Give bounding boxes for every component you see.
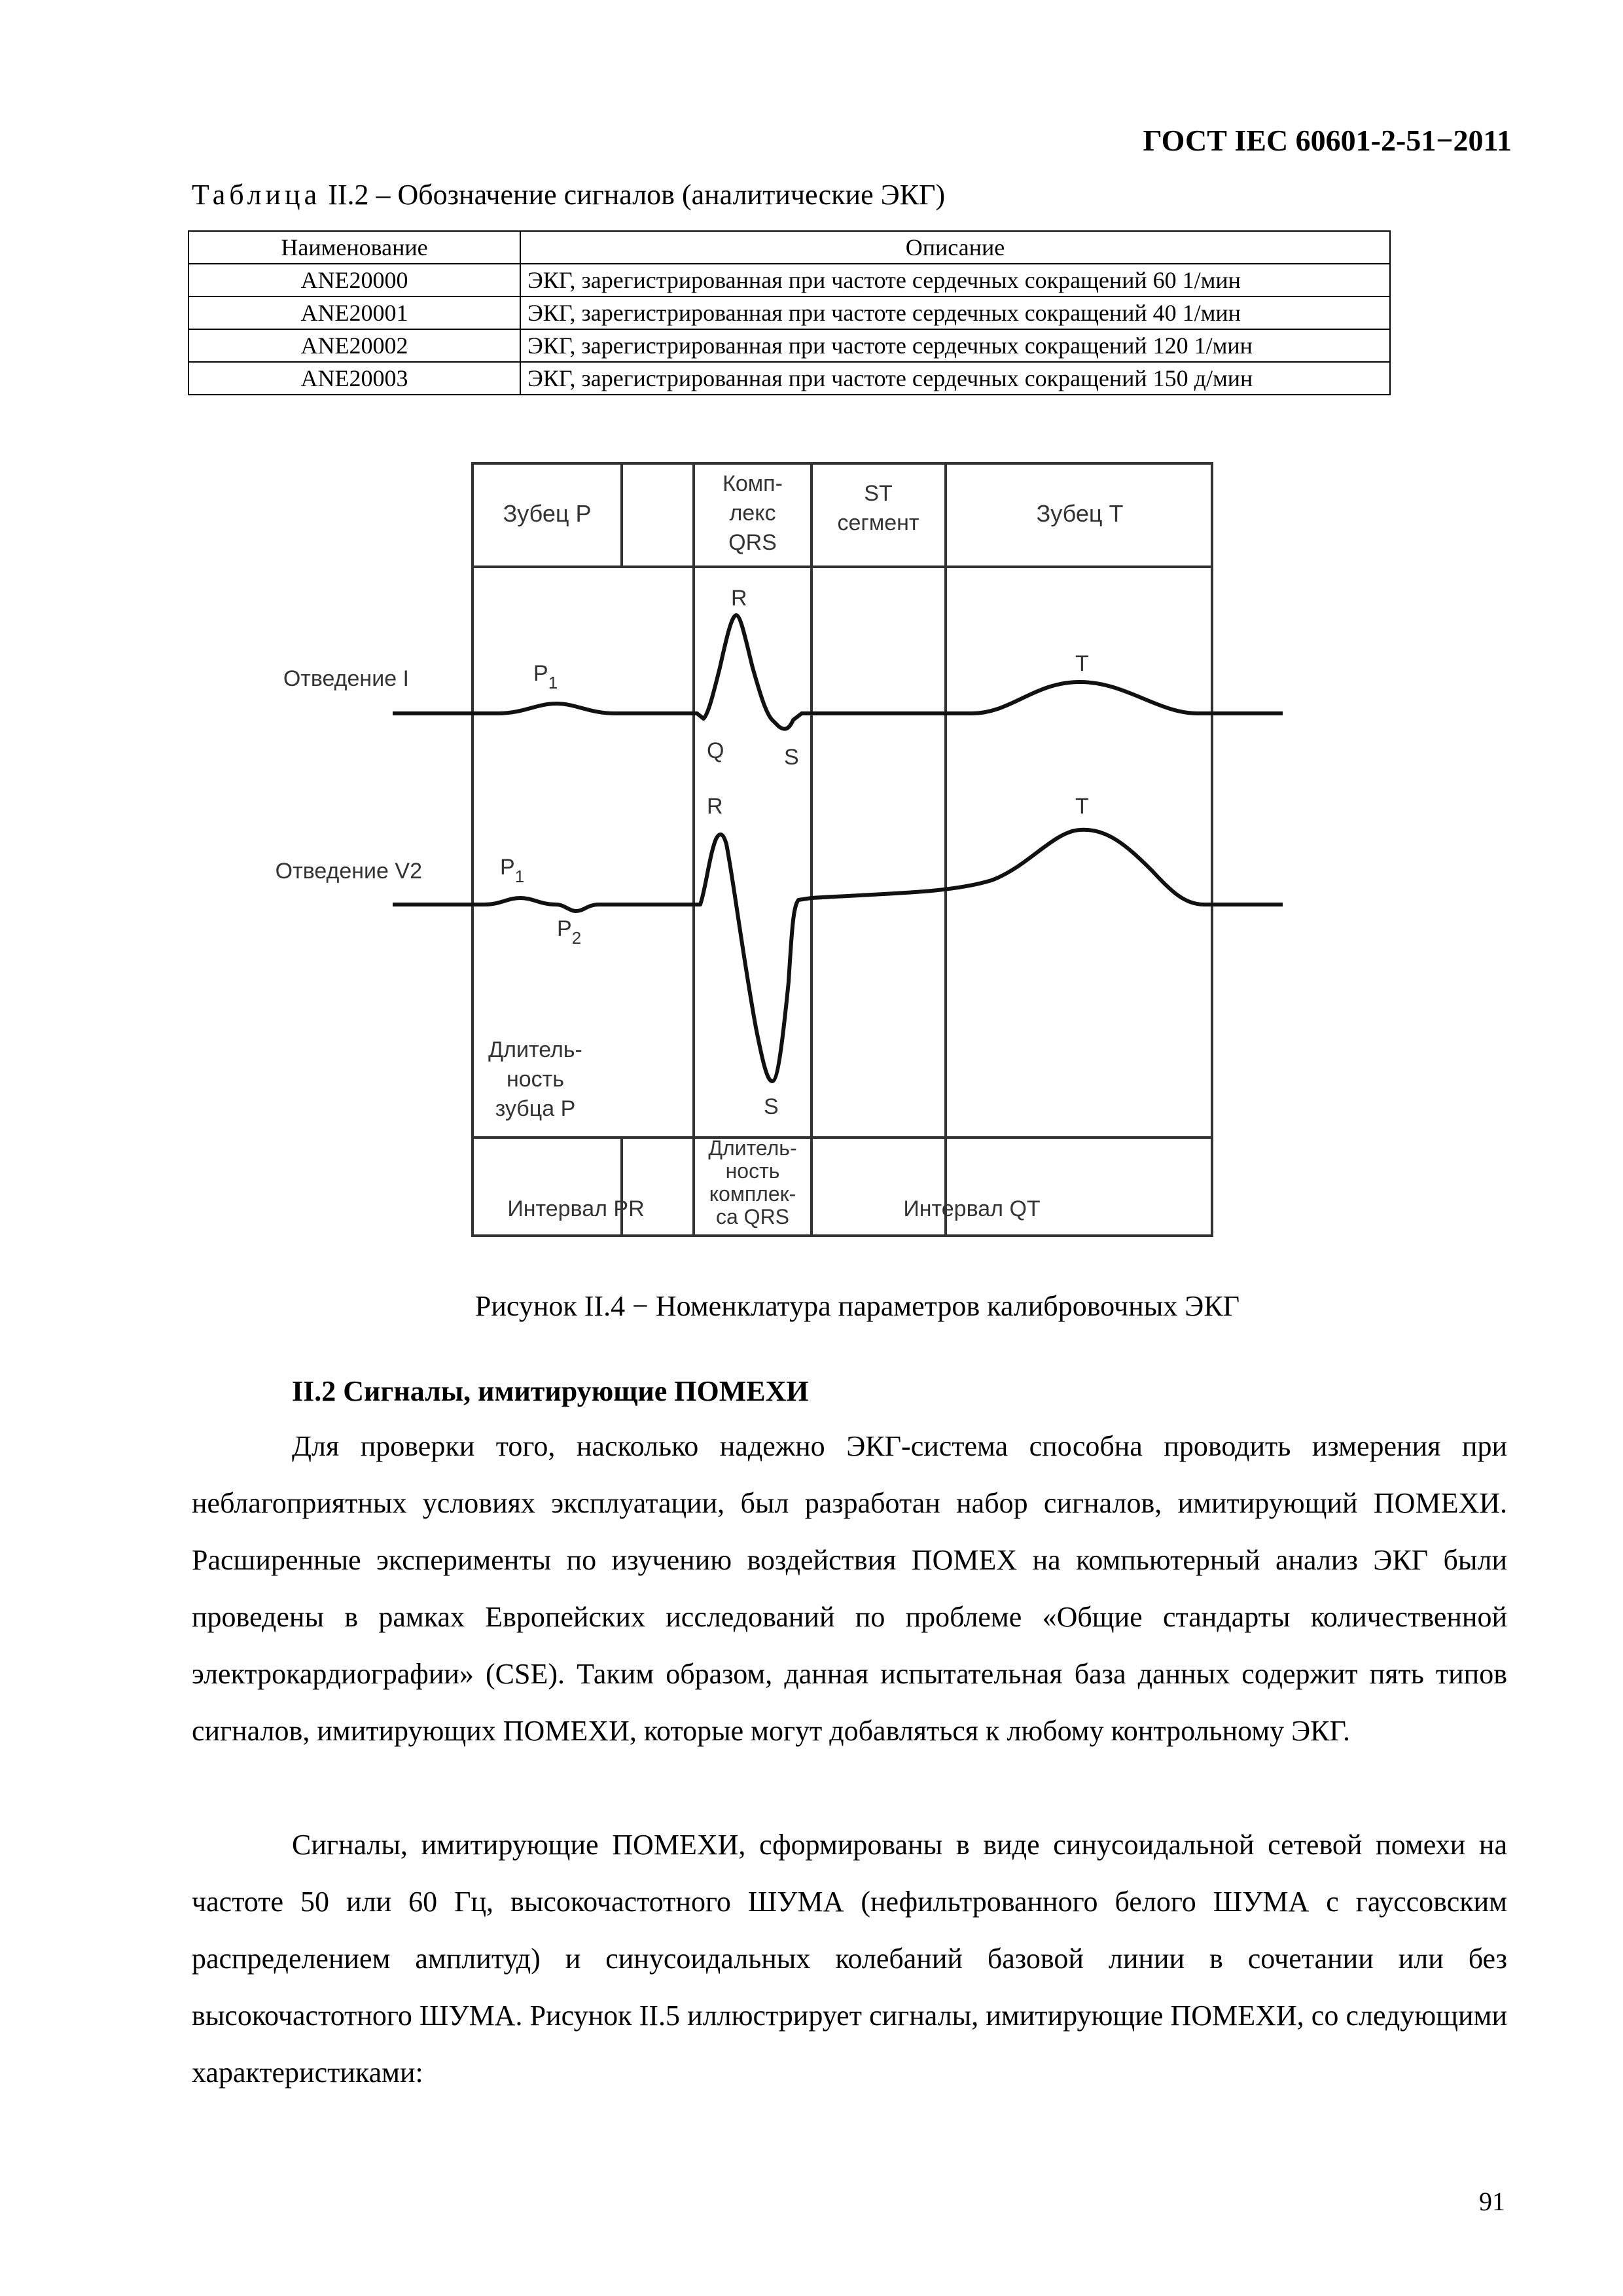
lead-v2-r-label: R xyxy=(707,794,723,819)
body-paragraph: Сигналы, имитирующие ПОМЕХИ, сформированы в виде синусоидальной сетевой помехи на частоте 50 или 60 Гц, высокочастотного ШУМА (нефильтрованного белого ШУМА с гауссовским распределением амплитуд) и синусоидальных колебаний базовой линии в сочетании или без высокочастотного ШУМА. Рисунок II.5 иллюстрирует сигналы, имитирующие ПОМЕХИ, со следующими характеристиками: xyxy=(192,1829,1507,2089)
signal-description: ЭКГ, зарегистрированная при частоте сердечных сокращений 150 д/мин xyxy=(520,362,1390,395)
signal-description: ЭКГ, зарегистрированная при частоте сердечных сокращений 120 1/мин xyxy=(520,329,1390,362)
signal-description: ЭКГ, зарегистрированная при частоте сердечных сокращений 60 1/мин xyxy=(520,264,1390,296)
qrs-duration-line1: Длитель- xyxy=(708,1136,797,1160)
lead-i-r-label: R xyxy=(731,586,747,611)
p-duration-line2: ность xyxy=(507,1067,564,1092)
figure-caption: Рисунок II.4 − Номенклатура параметров калибровочных ЭКГ xyxy=(474,1290,1240,1322)
table-caption-label: Таблица xyxy=(192,179,321,211)
lead-v2-p1-label xyxy=(500,855,524,886)
qt-interval-label: Интервал QT xyxy=(903,1196,1041,1221)
header-t-wave: Зубец T xyxy=(1036,500,1124,527)
signal-name: ANE20003 xyxy=(188,362,520,395)
lead-i-trace xyxy=(393,615,1283,729)
p-subscript-2: 2 xyxy=(571,928,582,948)
column-header-name: Наименование xyxy=(188,231,520,264)
qrs-duration-line4: са QRS xyxy=(715,1205,790,1229)
p-letter: P xyxy=(500,855,515,880)
signal-name: ANE20002 xyxy=(188,329,520,362)
signal-description: ЭКГ, зарегистрированная при частоте сердечных сокращений 40 1/мин xyxy=(520,296,1390,329)
column-header-description: Описание xyxy=(520,231,1390,264)
header-p-wave: Зубец P xyxy=(503,500,592,527)
p-letter: P xyxy=(557,916,572,941)
body-paragraph: Для проверки того, насколько надежно ЭКГ-система способна проводить измерения при неблагоприятных условиях эксплуатации, был разработан набор сигналов, имитирующий ПОМЕХИ. Расширенные эксперименты по изучению воздействия ПОМЕХ на компьютерный анализ ЭКГ были проведены в рамках Европейских исследований по проблеме «Общие стандарты количественной электрокардиографии» (CSE). Таким образом, данная испытательная база данных содержит пять типов сигналов, имитирующих ПОМЕХИ, которые могут добавляться к любому контрольному ЭКГ. xyxy=(192,1430,1507,1747)
diagram-frame xyxy=(473,463,1212,1236)
qrs-duration-line2: ность xyxy=(725,1159,780,1183)
table-caption-title: II.2 – Обозначение сигналов (аналитические ЭКГ) xyxy=(321,179,946,211)
pr-interval-label: Интервал PR xyxy=(507,1196,645,1221)
lead-i-p-label xyxy=(533,661,558,692)
header-st-line1: ST xyxy=(864,481,893,506)
header-qrs-line1: Комп- xyxy=(722,471,783,496)
document-header: ГОСТ IEC 60601-2-51−2011 xyxy=(1143,124,1512,157)
header-st-line2: сегмент xyxy=(837,511,919,535)
signal-name: ANE20000 xyxy=(188,264,520,296)
page-number: 91 xyxy=(1479,2187,1505,2216)
section-heading: II.2 Сигналы, имитирующие ПОМЕХИ xyxy=(292,1375,809,1407)
p-duration-line3: зубца P xyxy=(495,1096,576,1121)
lead-v2-label: Отведение V2 xyxy=(275,859,422,884)
lead-i-t-label: T xyxy=(1075,651,1089,676)
lead-v2-p2-label xyxy=(557,916,581,948)
signal-name: ANE20001 xyxy=(188,296,520,329)
header-qrs-line3: QRS xyxy=(728,530,777,555)
p-letter: P xyxy=(533,661,548,686)
qrs-duration-line3: комплек- xyxy=(709,1182,796,1206)
p-subscript-1: 1 xyxy=(548,673,558,692)
lead-i-label: Отведение I xyxy=(283,666,409,691)
lead-v2-t-label: T xyxy=(1075,794,1089,819)
lead-i-q-label: Q xyxy=(707,738,724,763)
p-subscript-1: 1 xyxy=(514,867,525,886)
lead-v2-s-label: S xyxy=(764,1094,779,1119)
lead-i-s-label: S xyxy=(784,745,799,770)
p-duration-line1: Длитель- xyxy=(488,1037,582,1062)
header-qrs-line2: лекс xyxy=(729,501,776,526)
